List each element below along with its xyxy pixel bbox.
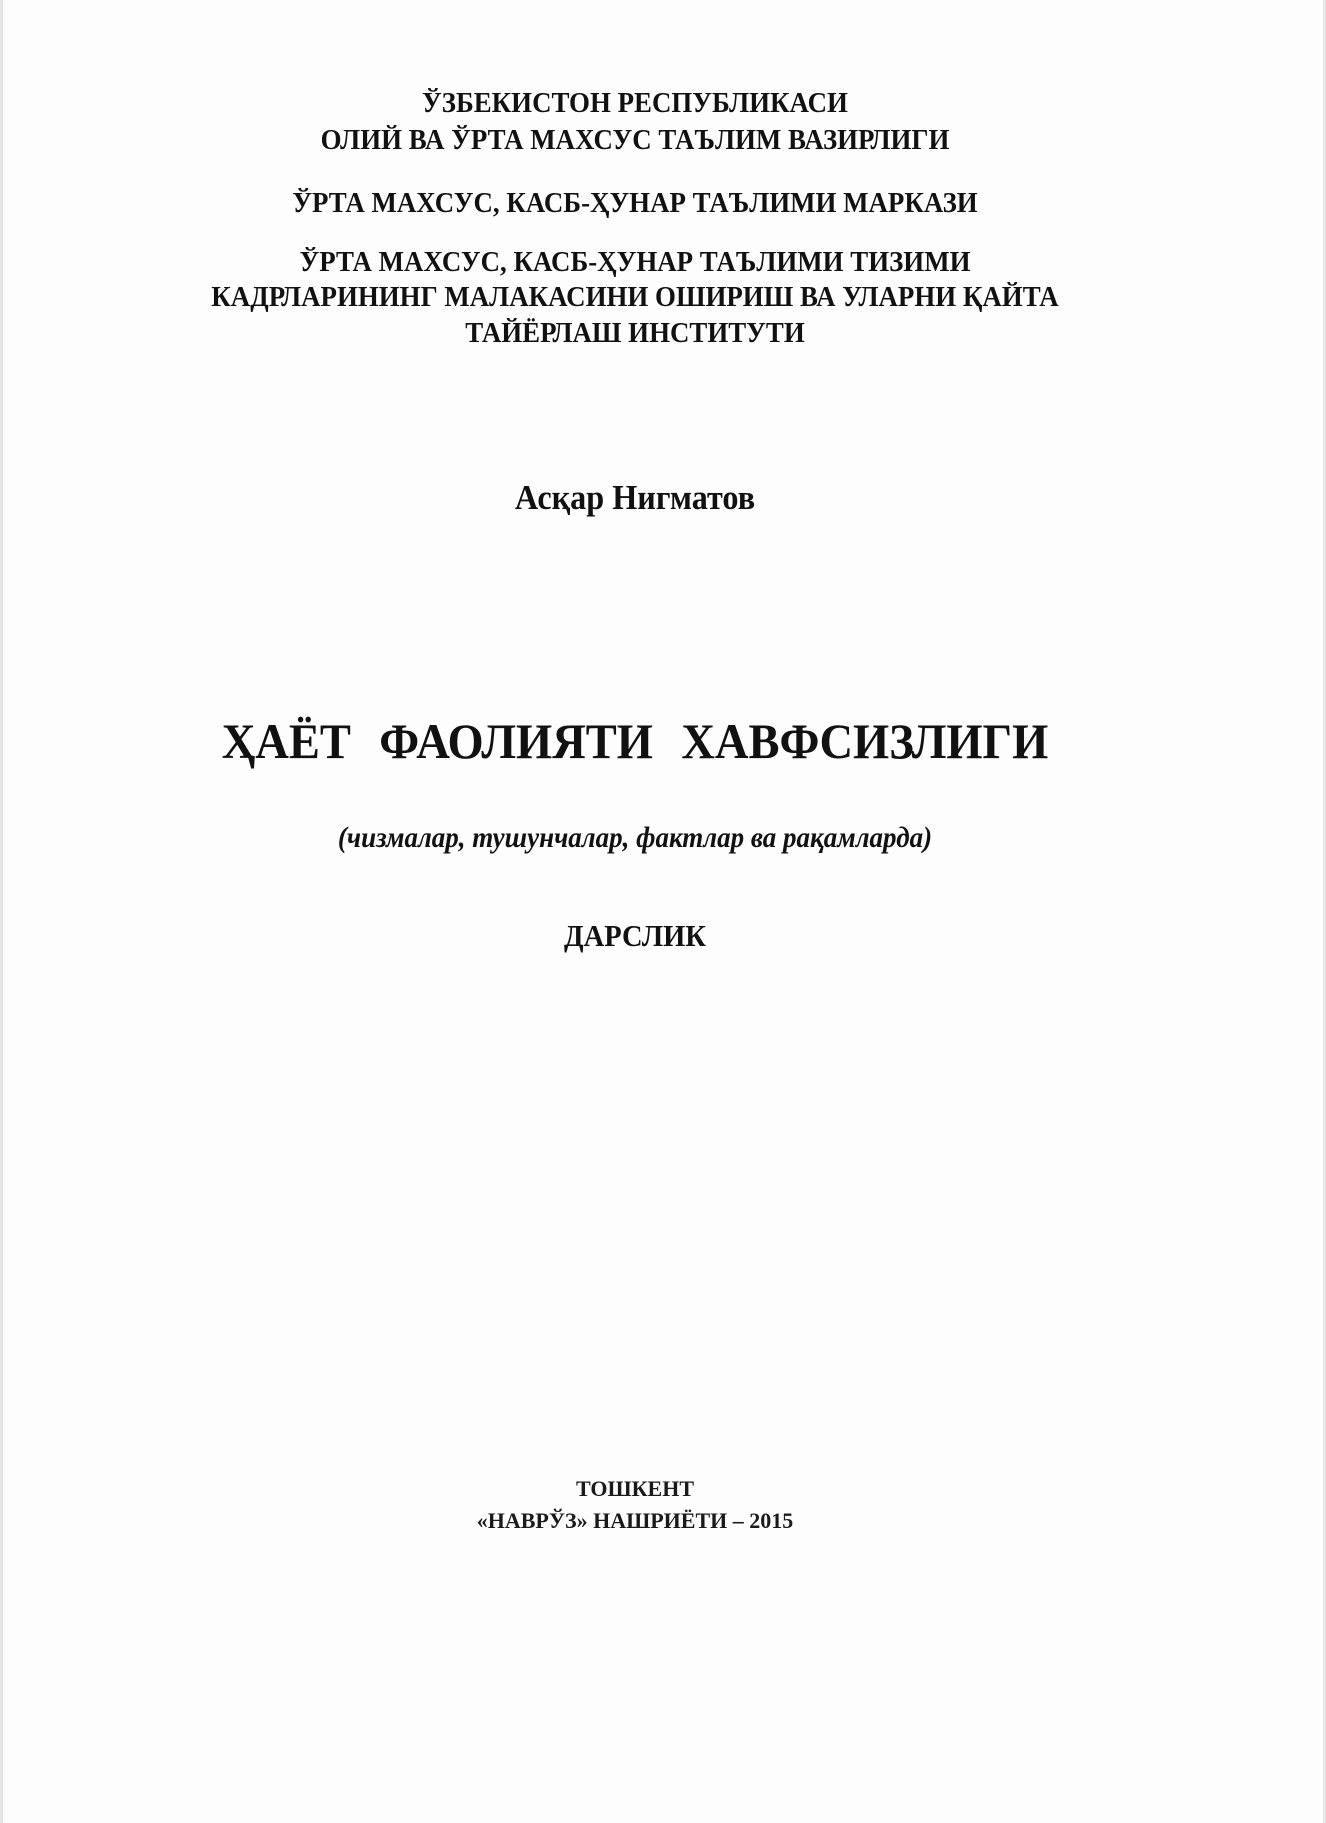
author-name: Асқар Нигматов bbox=[514, 478, 756, 517]
header-institute-line3: ТАЙЁРЛАШ ИНСТИТУТИ bbox=[465, 318, 805, 349]
publication-city: ТОШКЕНТ bbox=[575, 1476, 695, 1501]
publisher-year: «НАВРЎЗ» НАШРИЁТИ – 2015 bbox=[476, 1508, 794, 1533]
header-ministry: ОЛИЙ ВА ЎРТА МАХСУС ТАЪЛИМ ВАЗИРЛИГИ bbox=[320, 125, 950, 156]
document-type: ДАРСЛИК bbox=[564, 918, 706, 953]
page-edge-left bbox=[0, 0, 3, 1823]
header-country: ЎЗБЕКИСТОН РЕСПУБЛИКАСИ bbox=[422, 88, 848, 119]
header-institute-line1: ЎРТА МАХСУС, КАСБ-ҲУНАР ТАЪЛИМИ ТИЗИМИ bbox=[299, 247, 971, 278]
header-center: ЎРТА МАХСУС, КАСБ-ҲУНАР ТАЪЛИМИ МАРКАЗИ bbox=[292, 188, 978, 219]
header-institute-line2: КАДРЛАРИНИНГ МАЛАКАСИНИ ОШИРИШ ВА УЛАРНИ ҚАЙТА bbox=[211, 282, 1059, 313]
book-title: ҲАЁТ ФАОЛИЯТИ ХАВФСИЗЛИГИ bbox=[221, 713, 1049, 769]
book-subtitle: (чизмалар, тушунчалар, фактлар ва рақамларда) bbox=[337, 821, 933, 854]
